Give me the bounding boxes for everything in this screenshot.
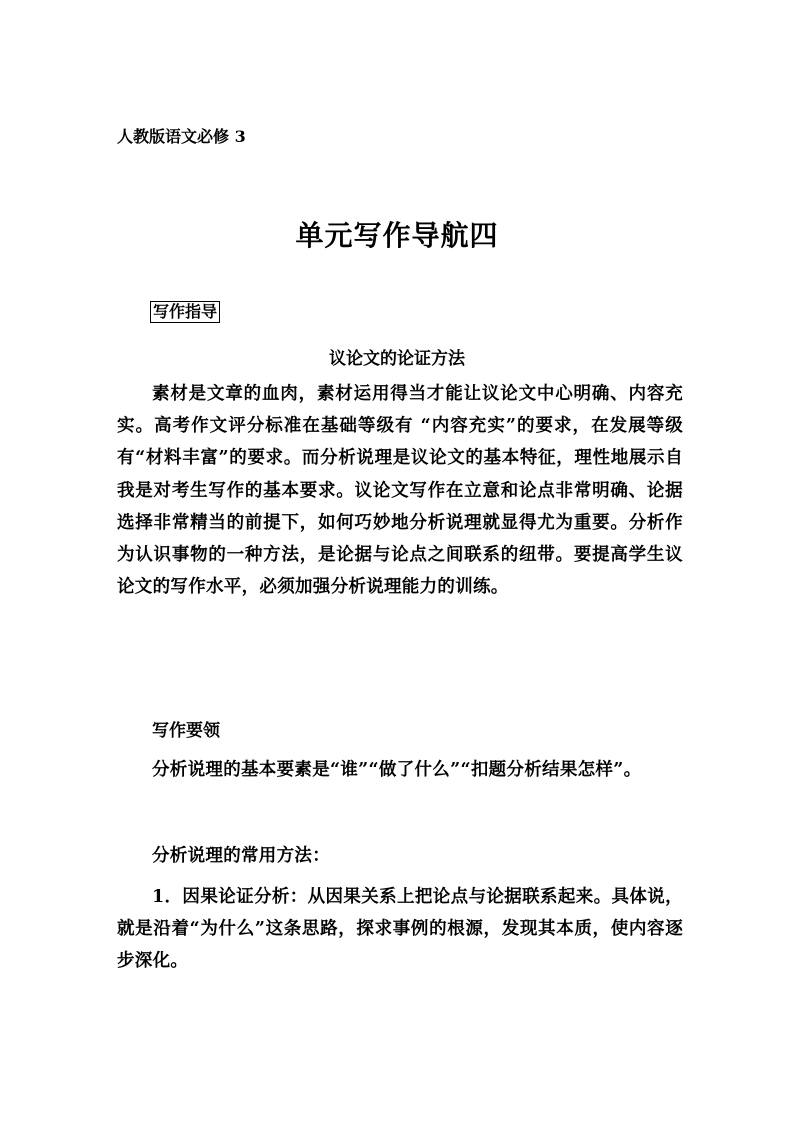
subtitle: 议论文的论证方法 [329, 349, 465, 369]
section-label-box: 写作指导 [150, 301, 220, 323]
page-title: 单元写作导航四 [295, 219, 499, 252]
section-heading: 写作要领 [152, 721, 220, 741]
intro-paragraph: 素材是文章的血肉，素材运用得当才能让议论文中心明确、内容充实。高考作文评分标准在基础等级有 “内容充实”的要求，在发展等级有“材料丰富”的要求。而分析说理是议论文的基本特征，理性地展示自我是对考生写作的基本要求。议论文写作在立意和论点非常明确、论据选择非常精当的前提下，如何巧妙地分析说理就显得尤为重要。分析作为认识事物的一种方法，是论据与论点之间联系的纽带。要提高学生议论文的写作水平，必须加强分析说理能力的训练。 [117, 384, 683, 598]
textbook-header: 人教版语文必修 3 [117, 127, 246, 146]
method-1-paragraph: 1．因果论证分析：从因果关系上把论点与论据联系起来。具体说，就是沿着“为什么”这条思路，探求事例的根源，发现其本质，使内容逐步深化。 [117, 887, 683, 972]
methods-intro: 分析说理的常用方法： [152, 846, 330, 866]
elements-paragraph: 分析说理的基本要素是“谁”“做了什么”“扣题分析结果怎样”。 [152, 760, 642, 780]
